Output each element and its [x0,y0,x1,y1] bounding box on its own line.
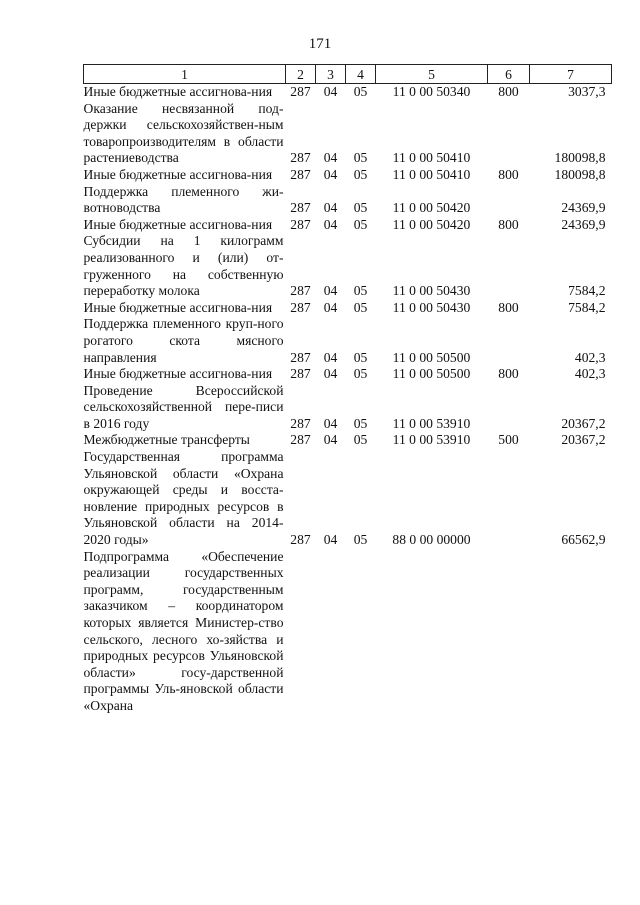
amount [530,549,612,715]
amount: 24369,9 [561,216,606,232]
amount: 20367,2 [561,415,606,431]
section-code: 04 [323,200,338,216]
target-article-code: 11 0 00 50500 [392,349,471,365]
ministry-code: 287 [290,366,311,382]
header-row [84,65,612,84]
expense-type-code [488,316,530,366]
table-row [84,383,612,433]
section-code: 04 [323,150,338,166]
subsection-code: 05 [353,84,368,99]
ministry-code [286,549,316,715]
amount: 7584,2 [568,299,606,315]
item-name: Иные бюджетные ассигнова-ния [83,366,273,382]
expense-type-code: 800 [498,216,519,232]
target-article-code: 11 0 00 53910 [392,432,471,448]
header-col-5: 5 [376,65,488,84]
table-header [84,65,612,84]
ministry-code: 287 [290,299,311,315]
table-row [84,432,612,449]
subsection-code: 05 [353,532,368,548]
ministry-code: 287 [290,216,311,232]
expense-type-code: 500 [498,432,519,448]
subsection-code: 05 [353,415,368,431]
target-article-code: 88 0 00 00000 [392,532,471,548]
amount: 7584,2 [568,283,606,299]
item-name: Иные бюджетные ассигнова-ния [83,84,273,99]
target-article-code: 11 0 00 50420 [392,200,471,216]
amount: 3037,3 [568,84,606,99]
target-article-code: 11 0 00 50410 [392,166,471,182]
table-row [84,217,612,234]
section-code: 04 [323,216,338,232]
ministry-code: 287 [290,415,311,431]
subsection-code: 05 [353,200,368,216]
section-code: 04 [323,166,338,182]
ministry-code: 287 [290,200,311,216]
expense-type-code: 800 [498,366,519,382]
table-row [84,84,612,101]
subsection-code: 05 [353,283,368,299]
ministry-code: 287 [290,532,311,548]
item-name: Проведение Всероссийской сельскохозяйственной пере-писи в 2016 году [83,382,284,431]
header-col-1: 1 [84,65,286,84]
section-code: 04 [323,349,338,365]
section-code: 04 [323,415,338,431]
subsection-code [346,549,376,715]
header-col-2: 2 [286,65,316,84]
header-col-3: 3 [316,65,346,84]
item-name: Иные бюджетные ассигнова-ния [83,166,273,182]
table-row [84,184,612,217]
target-article-code: 11 0 00 50430 [392,283,471,299]
table-row [84,316,612,366]
amount: 180098,8 [554,150,606,166]
subsection-code: 05 [353,150,368,166]
ministry-code: 287 [290,84,311,99]
amount: 402,3 [574,349,606,365]
table-row [84,167,612,184]
expense-type-code [488,449,530,549]
subsection-code: 05 [353,216,368,232]
header-col-7: 7 [530,65,612,84]
ministry-code: 287 [290,283,311,299]
target-article-code: 11 0 00 50430 [392,299,471,315]
item-name: Межбюджетные трансферты [83,432,250,448]
section-code: 04 [323,299,338,315]
section-code [316,549,346,715]
table-body [84,84,612,715]
table-row [84,449,612,549]
target-article-code: 11 0 00 53910 [392,415,471,431]
item-name: Государственная программа Ульяновской области «Охрана окружающей среды и восста-новление природных ресурсов в Ульяновской области на 2014-2020 годы» [83,449,284,548]
subsection-code: 05 [353,366,368,382]
ministry-code: 287 [290,150,311,166]
ministry-code: 287 [290,166,311,182]
ministry-code: 287 [290,432,311,448]
expense-type-code [488,383,530,433]
item-name: Поддержка племенного круп-ного рогатого скота мясного направления [83,316,284,365]
section-code: 04 [323,283,338,299]
target-article-code: 11 0 00 50420 [392,216,471,232]
section-code: 04 [323,366,338,382]
item-name: Поддержка племенного жи-вотноводства [83,183,284,216]
header-col-6: 6 [488,65,530,84]
subsection-code: 05 [353,349,368,365]
header-col-4: 4 [346,65,376,84]
target-article-code: 11 0 00 50340 [392,84,471,99]
expense-type-code [488,233,530,299]
expense-type-code: 800 [498,166,519,182]
budget-table [83,64,612,715]
table-row [84,101,612,167]
section-code: 04 [323,84,338,99]
item-name: Субсидии на 1 килограмм реализованного и (или) от-груженного на собственную переработку молока [83,233,284,299]
section-code: 04 [323,432,338,448]
table-row [84,549,612,715]
expense-type-code [488,184,530,217]
amount: 66562,9 [561,532,606,548]
table-row [84,233,612,299]
amount: 20367,2 [561,432,606,448]
item-name: Оказание несвязанной под-держки сельскохозяйствен-ным товаропроизводителям в области растениеводства [83,100,284,166]
target-article-code: 11 0 00 50500 [392,366,471,382]
ministry-code: 287 [290,349,311,365]
item-name: Подпрограмма «Обеспечение реализации государственных программ, государственным заказчиком – координатором которых является Министер-ство сельского, лесного хо-зяйства и природных ресурсов Ульяновской области» госу-дарственной программы Уль-яновской области «Охрана [83,548,284,713]
expense-type-code [488,101,530,167]
item-name: Иные бюджетные ассигнова-ния [83,216,273,232]
expense-type-code: 800 [498,84,519,99]
item-name: Иные бюджетные ассигнова-ния [83,299,273,315]
subsection-code: 05 [353,299,368,315]
target-article-code: 11 0 00 50410 [392,150,471,166]
page-number: 171 [308,36,332,52]
expense-type-code: 800 [498,299,519,315]
amount: 402,3 [574,366,606,382]
amount: 180098,8 [554,166,606,182]
section-code: 04 [323,532,338,548]
table-row [84,366,612,383]
expense-type-code [488,549,530,715]
table-row [84,300,612,317]
amount: 24369,9 [561,200,606,216]
subsection-code: 05 [353,166,368,182]
subsection-code: 05 [353,432,368,448]
target-article-code [376,549,488,715]
